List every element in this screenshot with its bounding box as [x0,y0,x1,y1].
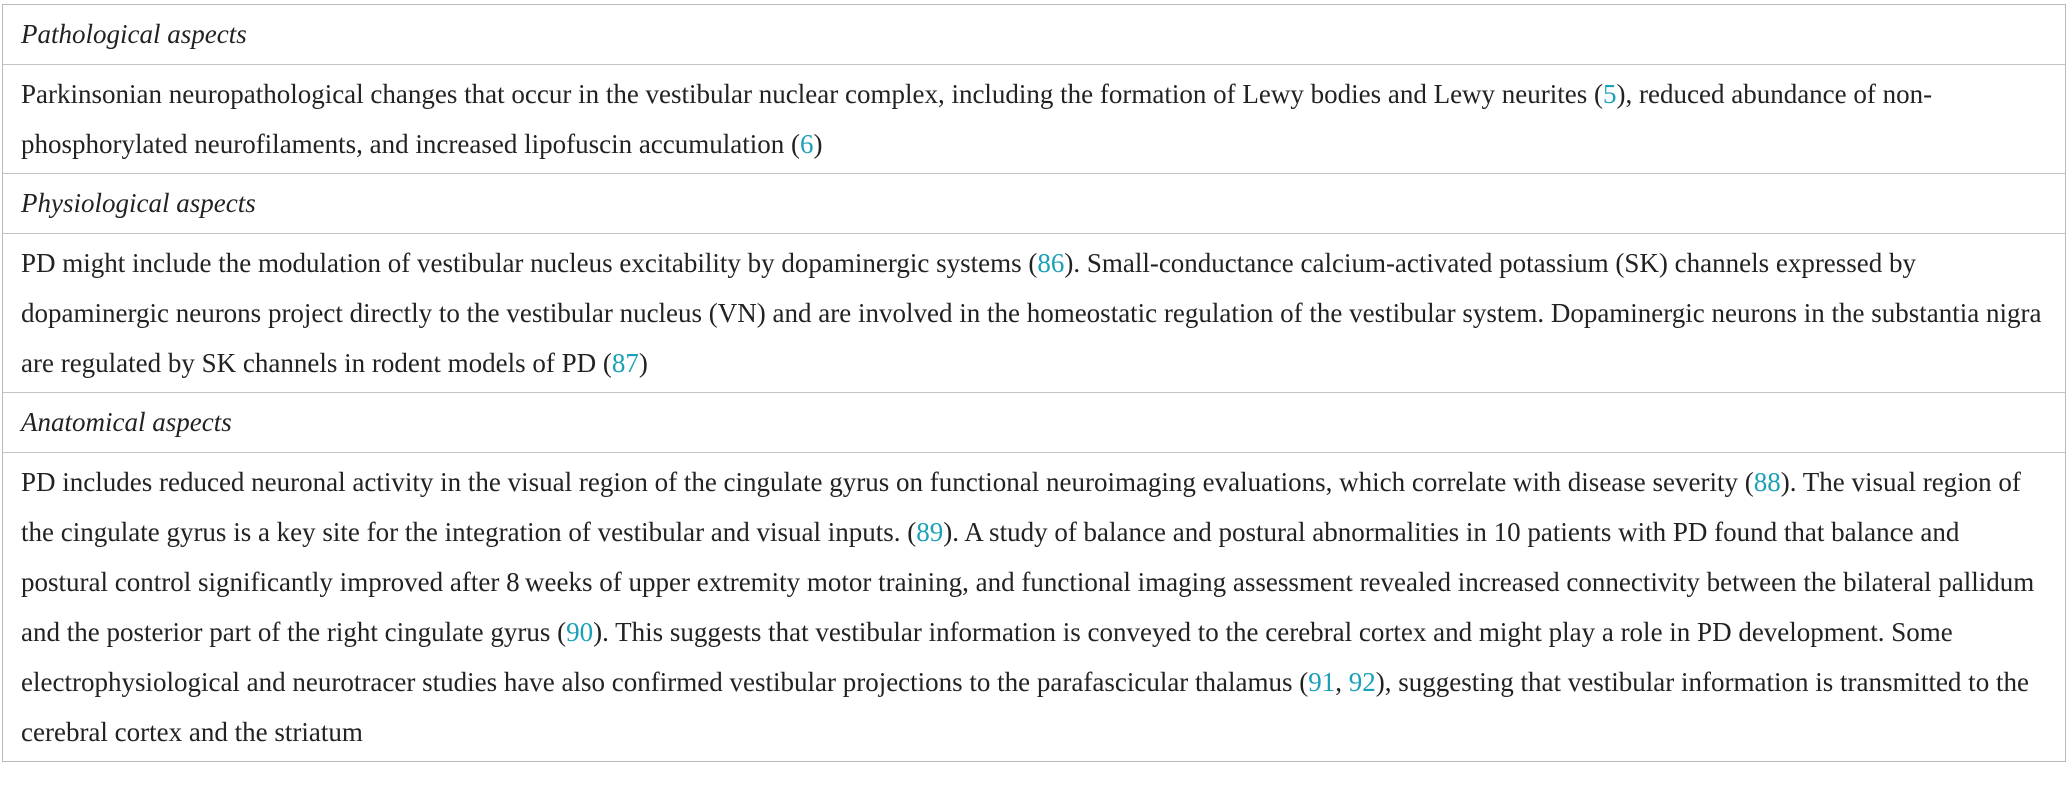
section-heading-pathological: Pathological aspects [3,5,2065,65]
aspects-table [2,4,2066,762]
reference-link[interactable]: 87 [611,348,639,378]
section-body-pathological [3,65,2065,174]
body-text: ) [813,129,823,159]
reference-link[interactable]: 91 [1308,667,1336,697]
reference-link[interactable]: 5 [1603,79,1617,109]
body-text: ). Small-conductance calcium-activated potassium (SK) channels expressed by dopaminergic neurons project directly to the vestibular nucleus (VN) and are involved in the homeostatic regulation of the vestibular system. Dopaminergic neurons in the substantia nigra are regulated by SK channels in rodent models of PD ( [21,248,2042,378]
reference-link[interactable]: 6 [800,129,814,159]
body-text: PD includes reduced neuronal activity in the visual region of the cingulate gyrus on functional neuroimaging evaluations, which correlate with disease severity ( [21,467,1754,497]
body-text: ) [638,348,648,378]
body-text: ), reduced abundance of non-phosphorylated neurofilaments, and increased lipofuscin accumulation ( [21,79,1933,159]
body-text: ). The visual region of the cingulate gyrus is a key site for the integration of vestibular and visual inputs. ( [21,467,2021,547]
body-text: ), suggesting that vestibular information is transmitted to the cerebral cortex and the striatum [21,667,2029,747]
reference-link[interactable]: 92 [1348,667,1376,697]
section-body-anatomical [3,453,2065,761]
reference-link[interactable]: 89 [916,517,944,547]
section-heading-physiological: Physiological aspects [3,174,2065,234]
body-text: , [1335,667,1349,697]
body-text: PD might include the modulation of vestibular nucleus excitability by dopaminergic systems ( [21,248,1038,278]
body-text: ). This suggests that vestibular information is conveyed to the cerebral cortex and might play a role in PD development. Some electrophysiological and neurotracer studies have also confirmed vestibular projections to the parafascicular thalamus ( [21,617,1953,697]
section-body-physiological [3,234,2065,393]
reference-link[interactable]: 90 [566,617,594,647]
section-heading-anatomical: Anatomical aspects [3,393,2065,453]
body-text: ). A study of balance and postural abnormalities in 10 patients with PD found that balance and postural control significantly improved after 8 weeks of upper extremity motor training, and functional imaging assessment revealed increased connectivity between the bilateral pallidum and the posterior part of the right cingulate gyrus ( [21,517,2035,647]
body-text: Parkinsonian neuropathological changes that occur in the vestibular nuclear complex, including the formation of Lewy bodies and Lewy neurites ( [21,79,1604,109]
reference-link[interactable]: 88 [1753,467,1781,497]
reference-link[interactable]: 86 [1037,248,1065,278]
